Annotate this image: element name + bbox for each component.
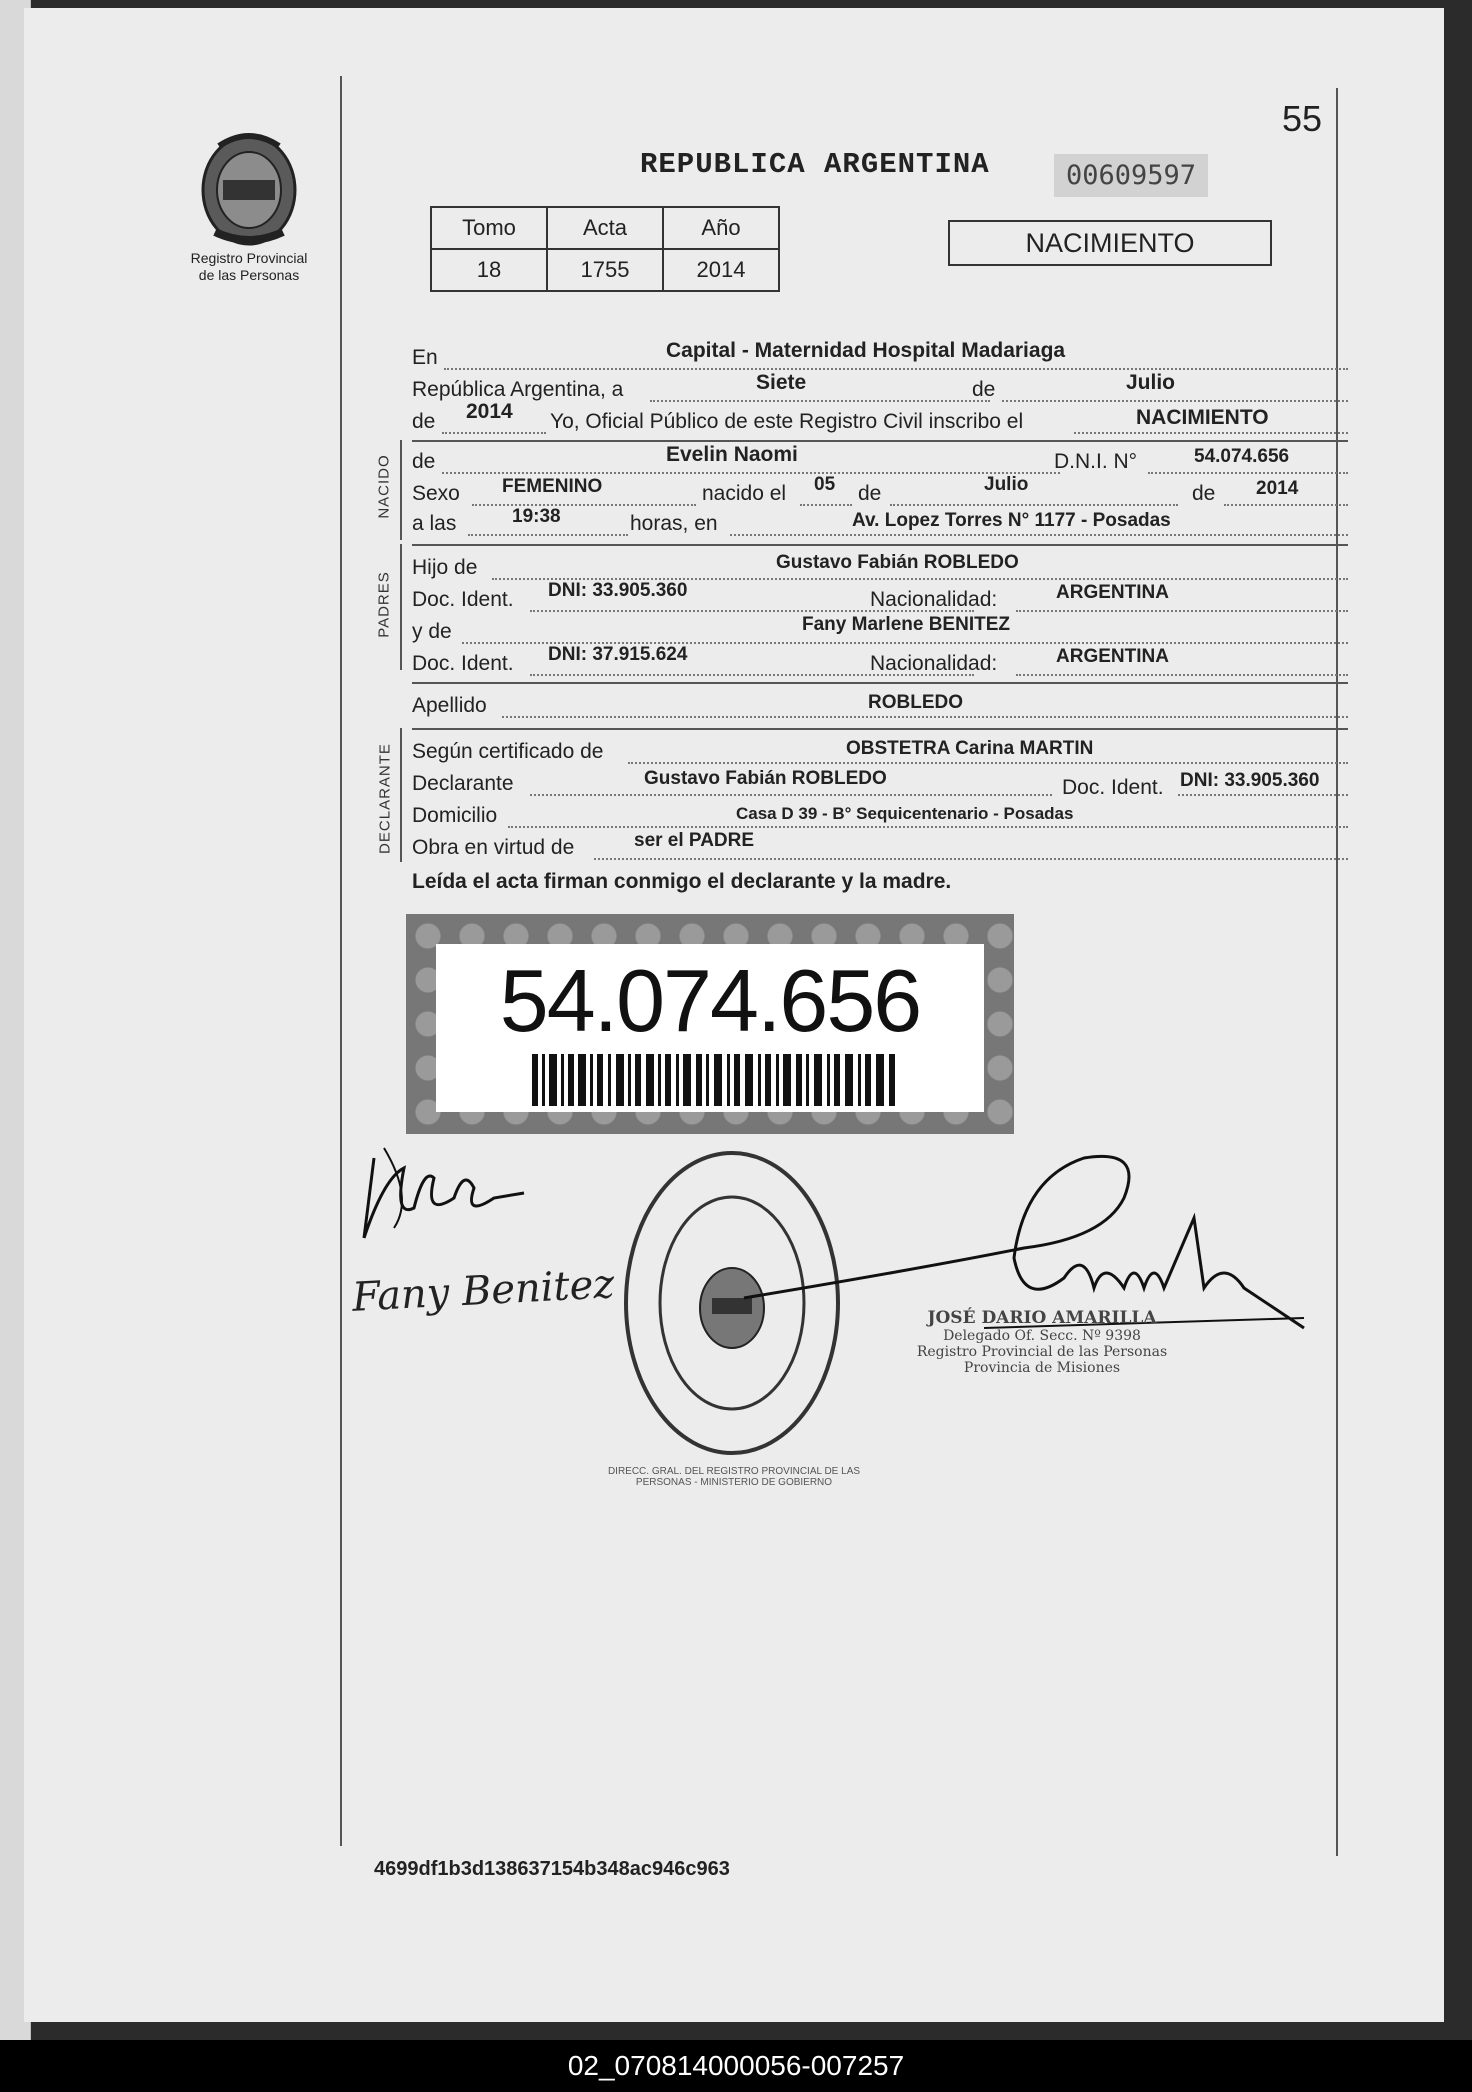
month-value: Julio: [1126, 371, 1176, 394]
mother-doc-value: DNI: 37.915.624: [548, 644, 688, 665]
decl-doc-label: Doc. Ident.: [1062, 776, 1164, 799]
dotted-leader: [444, 368, 1348, 370]
inscribo-value: NACIMIENTO: [1136, 406, 1269, 429]
obra-label: Obra en virtud de: [412, 836, 575, 859]
apellido-label: Apellido: [412, 694, 487, 717]
row-certificado: [412, 740, 1348, 770]
seal-text: DIRECC. GRAL. DEL REGISTRO PROVINCIAL DE LAS PERSONAS - MINISTERIO DE GOBIERNO: [607, 1466, 861, 1488]
mother-name-value: Fany Marlene BENITEZ: [802, 614, 1010, 635]
dotted-leader: [800, 504, 852, 506]
certificado-label: Según certificado de: [412, 740, 604, 763]
official-province: Provincia de Misiones: [963, 1360, 1121, 1376]
declarante-section-label: DECLARANTE: [376, 743, 394, 854]
logo-caption-line2: de las Personas: [198, 267, 300, 283]
dotted-leader: [472, 504, 696, 506]
row-oficial: [412, 400, 1348, 440]
domicilio-value: Casa D 39 - B° Sequicentenario - Posadas: [736, 804, 1074, 823]
child-dni-value: 54.074.656: [1194, 446, 1290, 467]
section-divider: [412, 544, 1348, 546]
row-republica: [412, 371, 1348, 408]
padres-bar: [400, 544, 402, 670]
dotted-leader: [890, 504, 1178, 506]
sexo-value: FEMENINO: [502, 476, 603, 497]
de-label: de: [972, 378, 996, 401]
dotted-leader: [530, 794, 1052, 796]
section-divider: [412, 682, 1348, 684]
barcode-label: [406, 914, 1014, 1134]
horas-label: horas, en: [630, 512, 718, 535]
dotted-leader: [502, 716, 1348, 718]
coat-of-arms-icon: [193, 124, 305, 250]
document-hash: 4699df1b3d138637154b348ac946c963: [374, 1858, 730, 1880]
nacido-el-label: nacido el: [702, 482, 787, 505]
declarante-doc-value: DNI: 33.905.360: [1180, 770, 1320, 791]
dotted-leader: [442, 432, 546, 434]
birth-time-value: 19:38: [512, 506, 561, 527]
declarante-value: Gustavo Fabián ROBLEDO: [644, 768, 887, 789]
tomo-value: 18: [431, 249, 547, 291]
official-title: Delegado Of. Secc. Nº 9398: [943, 1328, 1141, 1344]
place-value: Capital - Maternidad Hospital Madariaga: [666, 339, 1066, 362]
de-name-label: de: [412, 450, 436, 473]
dotted-leader: [1016, 610, 1348, 612]
dotted-leader: [1016, 674, 1348, 676]
dotted-leader: [1002, 400, 1348, 402]
tomo-header: Tomo: [431, 207, 547, 249]
row-en: [412, 339, 1348, 376]
official-name: JOSÉ DARIO AMARILLA: [927, 1308, 1157, 1328]
anio-header: Año: [663, 207, 779, 249]
act-type-box: NACIMIENTO: [948, 220, 1272, 266]
closing-note: Leída el acta firman conmigo el declarante y la madre.: [412, 870, 952, 893]
row-apellido: [412, 694, 1348, 724]
republica-label: República Argentina, a: [412, 378, 624, 401]
birth-day-value: 05: [814, 474, 836, 495]
dni-label: D.N.I. N°: [1054, 450, 1138, 473]
row-hora: [412, 506, 1348, 542]
birth-year-value: 2014: [1256, 478, 1299, 499]
declarant-signature-icon: [354, 1138, 534, 1248]
left-margin-line: [340, 76, 342, 1846]
child-name-value: Evelin Naomi: [666, 443, 798, 466]
doc-ident-label: Doc. Ident.: [412, 652, 514, 675]
acta-header: Acta: [547, 207, 663, 249]
anio-value: 2014: [663, 249, 779, 291]
barcode-bars: [532, 1054, 898, 1106]
nacido-section-label: NACIDO: [375, 454, 393, 519]
hijo-de-label: Hijo de: [412, 556, 478, 579]
page-number: 55: [1282, 98, 1323, 139]
barcode-number: 54.074.656: [499, 951, 921, 1050]
father-doc-value: DNI: 33.905.360: [548, 580, 688, 601]
dotted-leader: [468, 534, 628, 536]
section-divider: [412, 440, 1348, 442]
nacionalidad-label: Nacionalidad:: [870, 652, 998, 675]
dotted-leader: [594, 858, 1348, 860]
row-declarante: [412, 768, 1348, 802]
de-year-label: de: [412, 410, 436, 433]
mother-signature: Fany Benitez: [350, 1261, 616, 1321]
de-year2-label: de: [1192, 482, 1216, 505]
y-de-label: y de: [412, 620, 452, 643]
birth-month-value: Julio: [984, 474, 1029, 495]
en-label: En: [412, 346, 438, 369]
serial-number: 00609597: [1054, 154, 1208, 197]
obra-value: ser el PADRE: [634, 830, 755, 851]
row-domicilio: [412, 804, 1348, 834]
dotted-leader: [650, 400, 990, 402]
de-month-label: de: [858, 482, 882, 505]
footer-caption: 02_070814000056-007257: [0, 2040, 1472, 2092]
nacionalidad-label: Nacionalidad:: [870, 588, 998, 611]
logo-caption-line1: Registro Provincial: [190, 250, 308, 266]
domicilio-label: Domicilio: [412, 804, 498, 827]
document-page: [24, 8, 1444, 2022]
dotted-leader: [1178, 794, 1348, 796]
certificado-value: OBSTETRA Carina MARTIN: [846, 738, 1094, 759]
father-nationality-value: ARGENTINA: [1056, 582, 1169, 603]
dotted-leader: [508, 826, 1348, 828]
dotted-leader: [1148, 472, 1348, 474]
a-las-label: a las: [412, 512, 457, 535]
dotted-leader: [730, 534, 1348, 536]
declarante-label: Declarante: [412, 772, 514, 795]
day-words-value: Siete: [756, 371, 807, 394]
dotted-leader: [1224, 504, 1348, 506]
dotted-leader: [442, 472, 1060, 474]
father-name-value: Gustavo Fabián ROBLEDO: [776, 552, 1019, 573]
acta-value: 1755: [547, 249, 663, 291]
registry-table: [430, 206, 780, 292]
year-value: 2014: [466, 400, 513, 423]
padres-section-label: PADRES: [375, 571, 393, 638]
row-obra: [412, 830, 1348, 866]
apellido-value: ROBLEDO: [868, 692, 963, 713]
dotted-leader: [628, 762, 1348, 764]
barcode-inner: [436, 944, 984, 1112]
nacido-bar: [400, 440, 402, 540]
dotted-leader: [1074, 432, 1348, 434]
row-mother-doc: [412, 644, 1348, 682]
official-stamp: [882, 1308, 1202, 1376]
section-divider: [412, 728, 1348, 730]
oficial-text: Yo, Oficial Público de este Registro Civil inscribo el: [550, 410, 1024, 433]
doc-ident-label: Doc. Ident.: [412, 588, 514, 611]
birth-place-value: Av. Lopez Torres N° 1177 - Posadas: [852, 510, 1171, 531]
registry-logo: [174, 124, 324, 284]
declarante-bar: [400, 728, 402, 862]
country-title: REPUBLICA ARGENTINA: [640, 148, 990, 181]
mother-nationality-value: ARGENTINA: [1056, 646, 1169, 667]
official-registry: Registro Provincial de las Personas: [916, 1344, 1168, 1360]
sexo-label: Sexo: [412, 482, 460, 505]
